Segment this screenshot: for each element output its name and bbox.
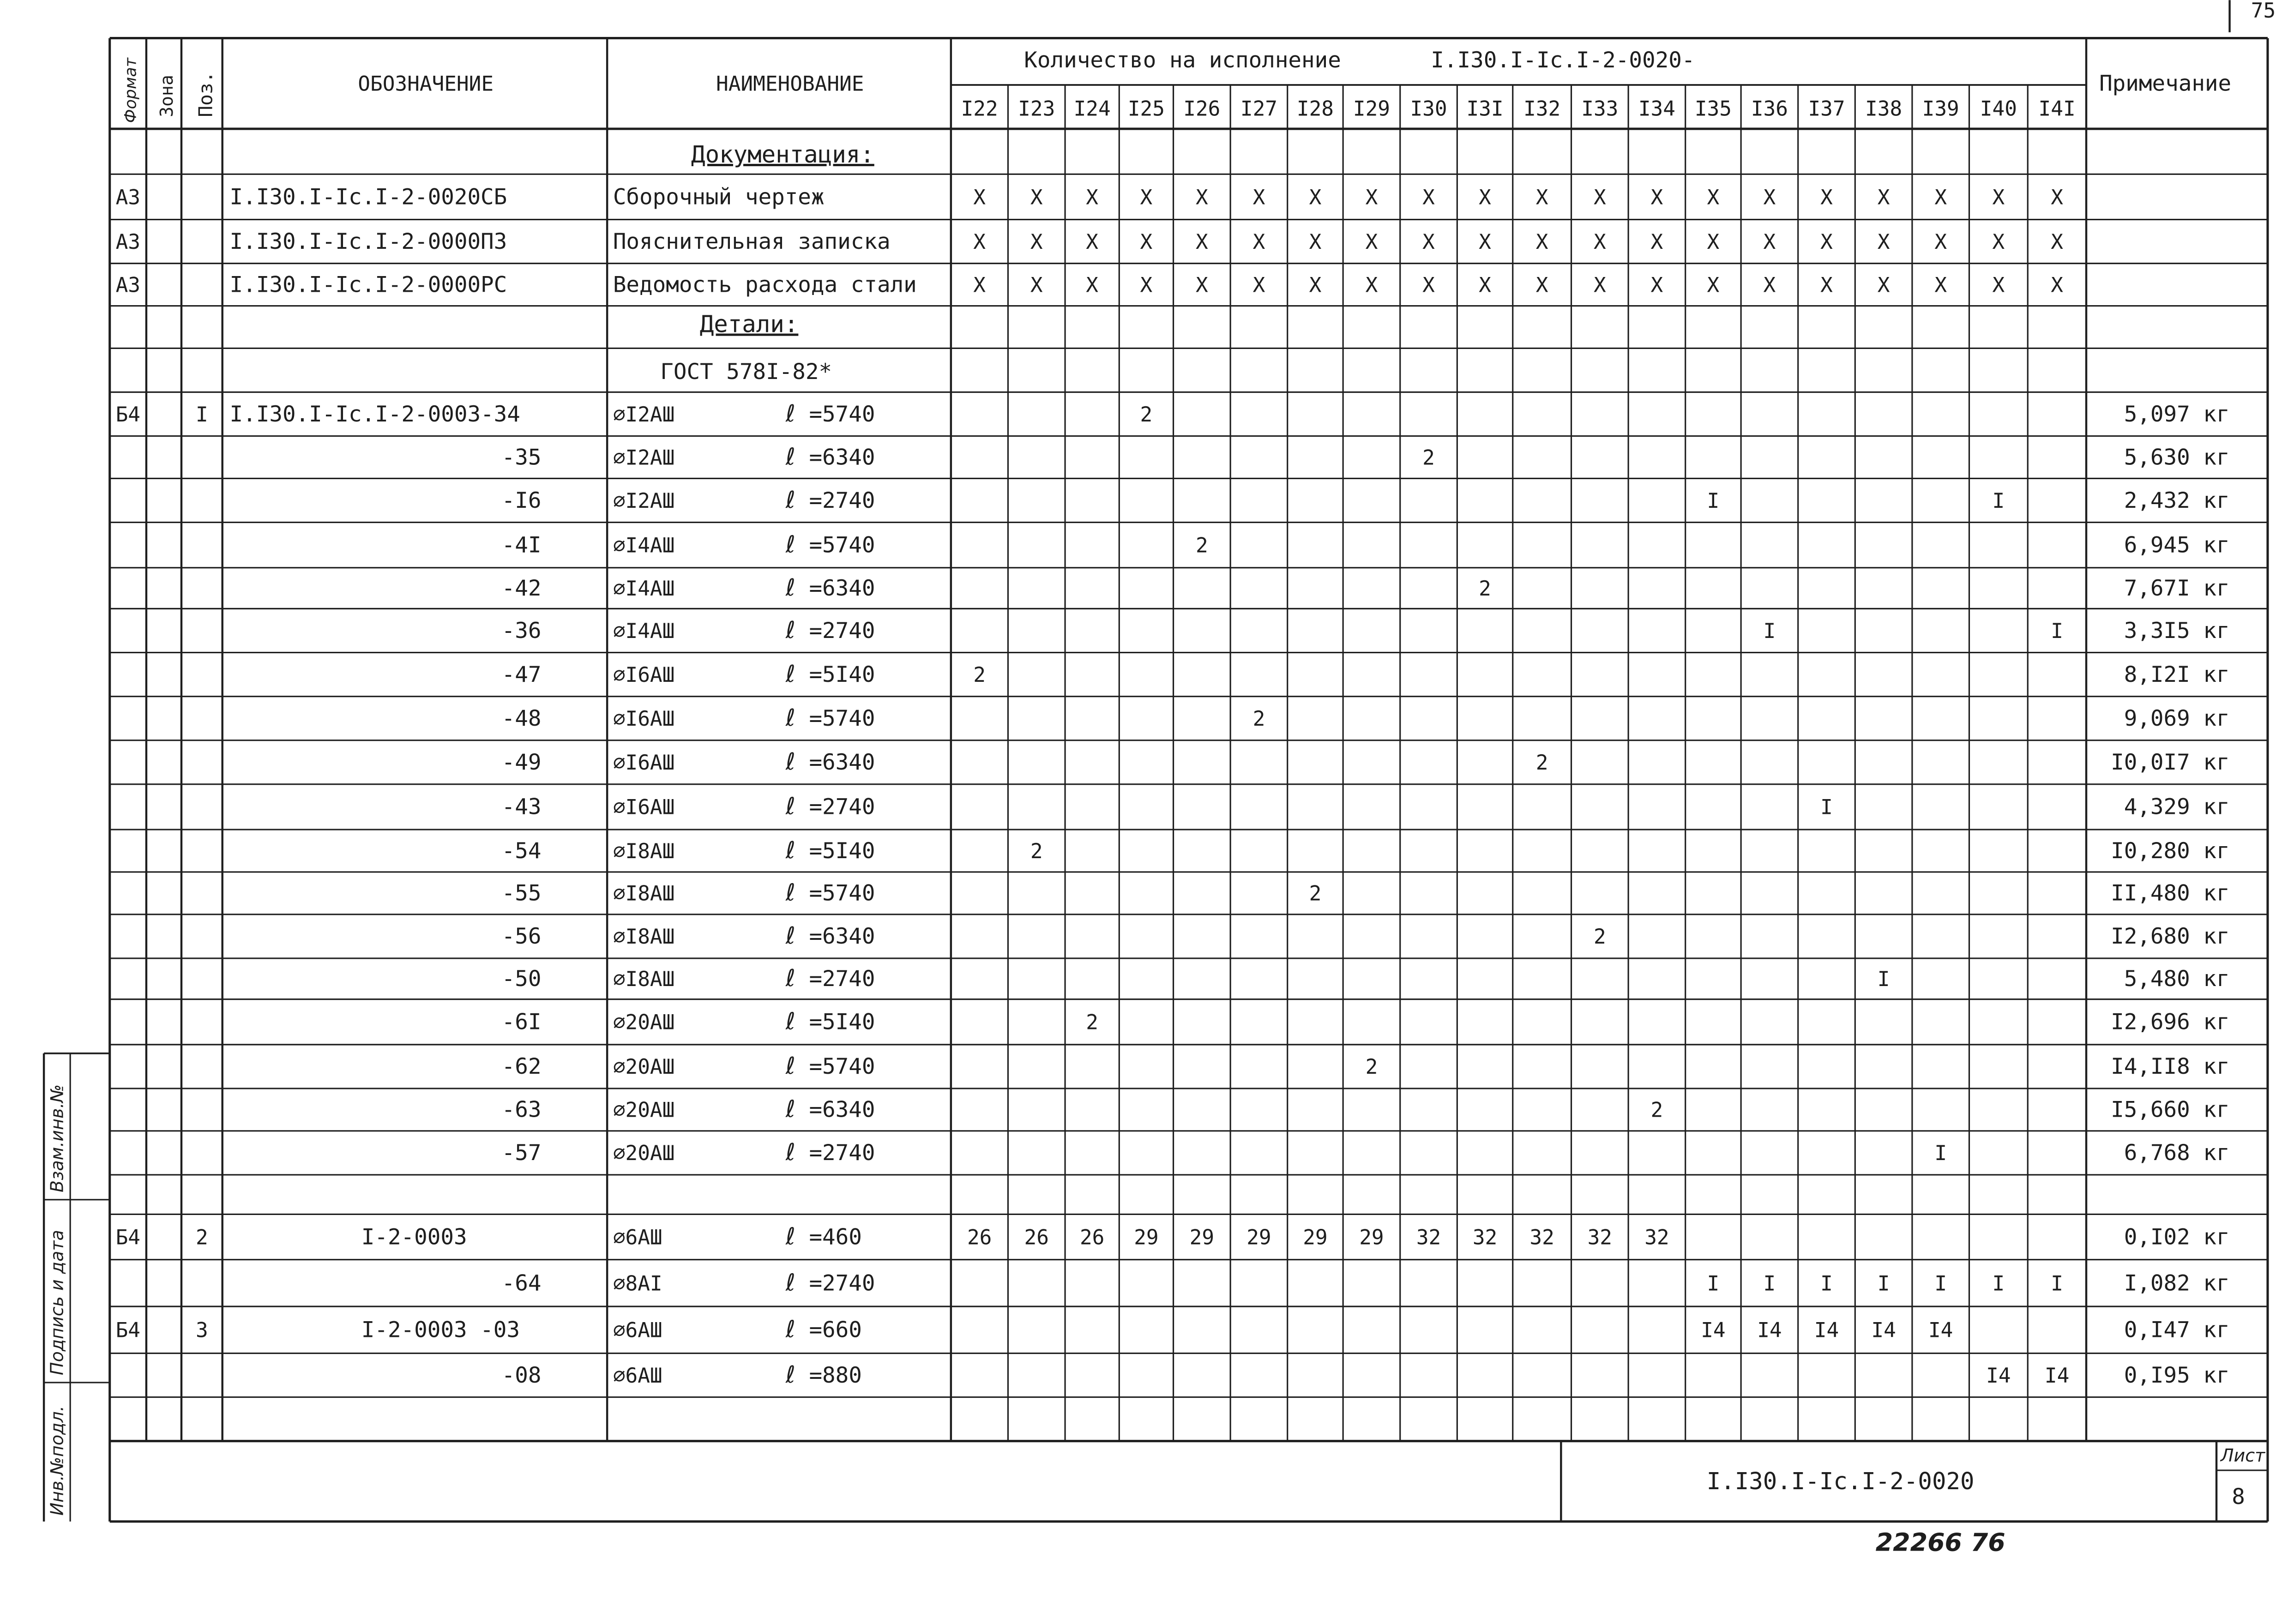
row-mark: X [973,273,986,297]
row-designation: -36 [501,618,542,644]
row-note: I,082 кг [2124,1270,2230,1296]
execution-header-I22: I22 [961,97,998,121]
row-bar: ⌀8АI [613,1272,662,1296]
row-length-symbol: ℓ [785,704,795,732]
bottom-numbers: 22266 76 [1875,1528,2005,1557]
row-qty-I40: I [1992,489,2005,513]
row-bar: ⌀20АШ [613,1142,675,1166]
row-mark: X [1195,186,1208,210]
row-mark: X [1252,273,1265,297]
row-mark: X [1763,230,1776,254]
row-bar: ⌀20АШ [613,1010,675,1035]
row-qty-I25: 2 [1140,403,1153,427]
row-length-symbol: ℓ [785,486,795,513]
row-length-symbol: ℓ [785,836,795,864]
table-row [116,272,2064,297]
row-length-symbol: ℓ [785,616,795,644]
row-mark: X [1365,273,1378,297]
row-note: I2,680 кг [2111,924,2230,950]
row-mark: X [1309,230,1322,254]
row-format: А3 [115,186,140,210]
row-length: =6340 [809,1097,875,1123]
row-qty-I24: 2 [1086,1010,1099,1035]
row-note: I0,0I7 кг [2111,750,2230,776]
row-bar: ⌀I6АШ [613,663,675,687]
row-qty-I33: 32 [1587,1226,1613,1250]
row-qty-I23: 2 [1030,839,1043,863]
execution-header-I37: I37 [1808,97,1845,121]
execution-header-I34: I34 [1638,97,1675,121]
row-mark: X [973,230,986,254]
row-mark: X [2051,273,2063,297]
row-bar: ⌀I8АШ [613,882,675,906]
row-qty-I29: 2 [1365,1055,1378,1079]
row-designation: I.I30.I-Ic.I-2-0000РС [229,272,507,298]
row-mark: X [1140,186,1153,210]
header-zone: Зона [156,75,177,117]
row-length-symbol: ℓ [785,922,795,950]
row-designation: -54 [501,838,542,864]
execution-header-I24: I24 [1073,97,1111,121]
side-stamp-signature: Подпись и дата [47,1230,67,1376]
execution-header-I29: I29 [1353,97,1391,121]
row-bar: ⌀6АШ [613,1318,662,1342]
row-length: =2740 [809,1270,875,1296]
side-stamp-replacement: Взам.инв.№ [47,1084,67,1192]
row-bar: ⌀20АШ [613,1098,675,1122]
row-length-symbol: ℓ [785,573,795,601]
row-designation: I-2-0003 -03 [361,1317,520,1343]
row-mark: X [1195,230,1208,254]
row-qty-I3I: 32 [1472,1226,1498,1250]
row-mark: X [1030,273,1043,297]
row-mark: X [1309,273,1322,297]
row-mark: X [1877,230,1890,254]
row-length: =460 [809,1224,862,1250]
row-designation: -48 [501,706,542,732]
row-name: Сборочный чертеж [613,184,825,210]
row-qty-I34: 32 [1644,1226,1669,1250]
title-block-sheet-label: Лист [2220,1445,2265,1466]
row-qty-I26: 2 [1195,534,1208,558]
row-qty-I32: 32 [1529,1226,1554,1250]
row-length: =2740 [809,487,875,513]
row-mark: X [1479,230,1491,254]
row-length-symbol: ℓ [785,443,795,470]
row-mark: X [1763,273,1776,297]
row-qty-I38: I [1877,1272,1890,1296]
row-qty-I39: I [1934,1142,1947,1166]
row-qty-I34: 2 [1650,1098,1663,1122]
row-designation: -08 [501,1362,542,1388]
row-note: I0,280 кг [2111,838,2230,864]
row-qty-I24: 26 [1079,1226,1105,1250]
row-length-symbol: ℓ [785,1138,795,1166]
row-qty-I25: 29 [1134,1226,1159,1250]
execution-header-I27: I27 [1240,97,1277,121]
row-qty-I38: I4 [1871,1318,1896,1342]
row-qty-I27: 29 [1246,1226,1271,1250]
row-designation: -I6 [501,487,542,513]
row-length-symbol: ℓ [785,748,795,776]
row-qty-I30: 2 [1422,446,1435,470]
row-qty-I40: I4 [1986,1364,2011,1388]
row-length: =880 [809,1362,862,1388]
execution-header-I30: I30 [1410,97,1447,121]
row-pos: 2 [195,1226,208,1250]
row-note: 0,I47 кг [2124,1317,2230,1343]
row-length-symbol: ℓ [785,1095,795,1123]
row-qty-I22: 26 [967,1226,992,1250]
header-quantity-code: I.I30.I-Ic.I-2-0020- [1431,47,1695,73]
row-mark: X [1422,230,1435,254]
row-qty-I40: I [1992,1272,2005,1296]
row-qty-I37: I4 [1814,1318,1839,1342]
row-qty-I3I: 2 [1479,577,1491,601]
row-mark: X [1593,273,1606,297]
row-mark: X [1650,186,1663,210]
row-pos: I [195,403,208,427]
row-designation: -43 [501,794,542,820]
row-mark: X [1479,273,1491,297]
row-bar: ⌀20АШ [613,1055,675,1079]
header-name: НАИМЕНОВАНИЕ [716,72,864,96]
row-note: 0,I95 кг [2124,1362,2230,1388]
row-length-symbol: ℓ [785,1007,795,1035]
row-mark: X [1707,186,1720,210]
row-mark: X [2051,186,2063,210]
row-designation: I.I30.I-Ic.I-2-0000ПЗ [229,229,507,254]
row-qty-I22: 2 [973,663,986,687]
row-mark: X [1650,230,1663,254]
row-qty-I36: I [1763,1272,1776,1296]
row-mark: X [1086,230,1099,254]
row-length: =5740 [809,401,875,427]
section-details: Детали: [699,310,799,338]
row-note: 0,I02 кг [2124,1224,2230,1250]
row-length-symbol: ℓ [785,1360,795,1388]
row-length-symbol: ℓ [785,1269,795,1296]
row-mark: X [1763,186,1776,210]
row-designation: -42 [501,575,542,601]
row-length: =5I40 [809,1009,875,1035]
row-length-symbol: ℓ [785,1222,795,1250]
header-note: Примечание [2099,71,2232,96]
row-note: 6,945 кг [2124,532,2230,558]
row-mark: X [1422,273,1435,297]
row-designation: -6I [501,1009,542,1035]
row-designation: I.I30.I-Ic.I-2-0003-34 [229,401,520,427]
row-qty-I32: 2 [1535,751,1548,775]
row-note: I5,660 кг [2111,1097,2230,1123]
row-length: =5740 [809,532,875,558]
row-format: А3 [115,230,140,254]
row-mark: X [1252,230,1265,254]
row-mark: X [1934,230,1947,254]
execution-header-I33: I33 [1581,97,1619,121]
row-bar: ⌀6АШ [613,1364,662,1388]
documentation-rows [116,184,2064,297]
row-format: Б4 [115,1226,140,1250]
row-qty-I4I: I [2051,1272,2063,1296]
row-qty-I39: I [1934,1272,1947,1296]
row-mark: X [1992,273,2005,297]
row-length: =5I40 [809,838,875,864]
row-qty-I4I: I [2051,619,2063,643]
row-qty-I37: I [1820,1272,1833,1296]
row-bar: ⌀I4АШ [613,577,675,601]
row-qty-I28: 2 [1309,882,1322,906]
row-bar: ⌀I6АШ [613,751,675,775]
row-designation: -64 [501,1270,542,1296]
row-mark: X [1535,186,1548,210]
row-mark: X [1593,230,1606,254]
row-length: =2740 [809,966,875,992]
execution-header-I36: I36 [1751,97,1788,121]
row-qty-I27: 2 [1252,707,1265,731]
row-mark: X [1707,230,1720,254]
row-designation: -63 [501,1097,542,1123]
row-qty-I23: 26 [1024,1226,1049,1250]
table-row [116,229,2064,254]
side-stamp-inventory: Инв.№подл. [47,1406,67,1516]
row-qty-I33: 2 [1593,925,1606,949]
row-mark: X [1877,186,1890,210]
title-block-code: I.I30.I-Ic.I-2-0020 [1706,1468,1975,1495]
row-bar: ⌀I4АШ [613,534,675,558]
execution-header-I23: I23 [1018,97,1055,121]
row-note: 9,069 кг [2124,706,2230,732]
row-bar: ⌀I6АШ [613,707,675,731]
row-designation: -4I [501,532,542,558]
row-mark: X [1252,186,1265,210]
row-designation: -62 [501,1054,542,1080]
row-designation: -56 [501,924,542,950]
row-mark: X [1140,273,1153,297]
row-mark: X [1086,273,1099,297]
header-quantity: Количество на исполнение [1024,47,1341,73]
row-length-symbol: ℓ [785,878,795,906]
row-length: =5740 [809,1054,875,1080]
row-length: =5I40 [809,662,875,687]
table-row [116,184,2064,210]
row-length-symbol: ℓ [785,530,795,558]
row-mark: X [1707,273,1720,297]
row-bar: ⌀I4АШ [613,619,675,643]
row-length: =660 [809,1317,862,1343]
row-bar: ⌀I8АШ [613,925,675,949]
row-length: =2740 [809,618,875,644]
row-mark: X [1820,230,1833,254]
row-qty-I26: 29 [1189,1226,1215,1250]
row-qty-I36: I4 [1757,1318,1782,1342]
row-mark: X [1535,273,1548,297]
row-name: Пояснительная записка [613,229,891,254]
execution-header-I25: I25 [1127,97,1165,121]
row-length-symbol: ℓ [785,964,795,992]
row-mark: X [1086,186,1099,210]
row-bar: ⌀6АШ [613,1226,662,1250]
row-designation: I.I30.I-Ic.I-2-0020СБ [229,184,507,210]
row-note: 2,432 кг [2124,487,2230,513]
row-bar: ⌀I2АШ [613,489,675,513]
row-qty-I38: I [1877,968,1890,992]
row-mark: X [1422,186,1435,210]
row-designation: -47 [501,662,542,687]
row-mark: X [2051,230,2063,254]
row-length: =5740 [809,706,875,732]
row-mark: X [1593,186,1606,210]
row-qty-I30: 32 [1416,1226,1441,1250]
execution-header-I39: I39 [1922,97,1959,121]
row-mark: X [1365,186,1378,210]
row-format: Б4 [115,1318,140,1342]
row-designation: -57 [501,1140,542,1166]
row-format: Б4 [115,403,140,427]
row-note: I2,696 кг [2111,1009,2230,1035]
row-bar: ⌀I6АШ [613,795,675,819]
row-mark: X [1992,230,2005,254]
row-note: 3,3I5 кг [2124,618,2230,644]
row-mark: X [1992,186,2005,210]
row-note: I4,II8 кг [2111,1054,2230,1080]
row-qty-I37: I [1820,795,1833,819]
row-bar: ⌀I2АШ [613,446,675,470]
row-designation: -55 [501,880,542,906]
row-mark: X [1479,186,1491,210]
execution-header-I38: I38 [1865,97,1903,121]
row-note: 6,768 кг [2124,1140,2230,1166]
row-note: 5,097 кг [2124,401,2230,427]
row-length-symbol: ℓ [785,399,795,427]
row-note: 4,329 кг [2124,794,2230,820]
header-pos: Поз. [194,71,217,117]
row-bar: ⌀I8АШ [613,968,675,992]
row-length-symbol: ℓ [785,660,795,687]
row-mark: X [1195,273,1208,297]
row-qty-I35: I [1707,489,1720,513]
page-number-top: 75 [2251,0,2276,23]
row-designation: -49 [501,750,542,776]
row-mark: X [1877,273,1890,297]
title-block-sheet-number: 8 [2232,1484,2245,1510]
row-length: =6340 [809,750,875,776]
header-designation: ОБОЗНАЧЕНИЕ [358,72,494,96]
row-length: =6340 [809,445,875,470]
header-format: Формат [121,58,140,123]
row-mark: X [1140,230,1153,254]
execution-header-I28: I28 [1296,97,1334,121]
row-mark: X [1309,186,1322,210]
row-mark: X [1030,230,1043,254]
row-designation: -50 [501,966,542,992]
row-length: =5740 [809,880,875,906]
row-qty-I39: I4 [1928,1318,1953,1342]
execution-header-I32: I32 [1523,97,1561,121]
row-designation: I-2-0003 [361,1224,467,1250]
row-length-symbol: ℓ [785,792,795,820]
row-note: II,480 кг [2111,880,2230,906]
row-mark: X [1820,273,1833,297]
row-note: 5,480 кг [2124,966,2230,992]
row-length: =2740 [809,1140,875,1166]
row-qty-I35: I4 [1701,1318,1726,1342]
row-mark: X [1934,186,1947,210]
row-designation: -35 [501,445,542,470]
row-note: 5,630 кг [2124,445,2230,470]
row-mark: X [1650,273,1663,297]
row-qty-I4I: I4 [2044,1364,2070,1388]
row-pos: 3 [195,1318,208,1342]
row-length: =6340 [809,924,875,950]
row-length: =6340 [809,575,875,601]
execution-header-I40: I40 [1980,97,2017,121]
section-documentation: Документация: [691,140,874,168]
execution-header-I26: I26 [1183,97,1221,121]
row-name: Ведомость расхода стали [613,272,917,298]
row-note: 8,I2I кг [2124,662,2230,687]
row-mark: X [1030,186,1043,210]
row-mark: X [1535,230,1548,254]
execution-header-I3I: I3I [1466,97,1504,121]
row-format: А3 [115,273,140,297]
execution-header-I35: I35 [1694,97,1732,121]
row-qty-I36: I [1763,619,1776,643]
row-note: 7,67I кг [2124,575,2230,601]
row-bar: ⌀I2АШ [613,403,675,427]
execution-header-I4I: I4I [2038,97,2076,121]
row-qty-I29: 29 [1359,1226,1384,1250]
row-qty-I28: 29 [1303,1226,1328,1250]
row-mark: X [1820,186,1833,210]
row-length-symbol: ℓ [785,1315,795,1343]
row-length-symbol: ℓ [785,1052,795,1080]
section-gost: ГОСТ 578I-82* [660,359,832,385]
row-bar: ⌀I8АШ [613,839,675,863]
row-length: =2740 [809,794,875,820]
row-qty-I35: I [1707,1272,1720,1296]
row-mark: X [1365,230,1378,254]
row-mark: X [973,186,986,210]
row-mark: X [1934,273,1947,297]
